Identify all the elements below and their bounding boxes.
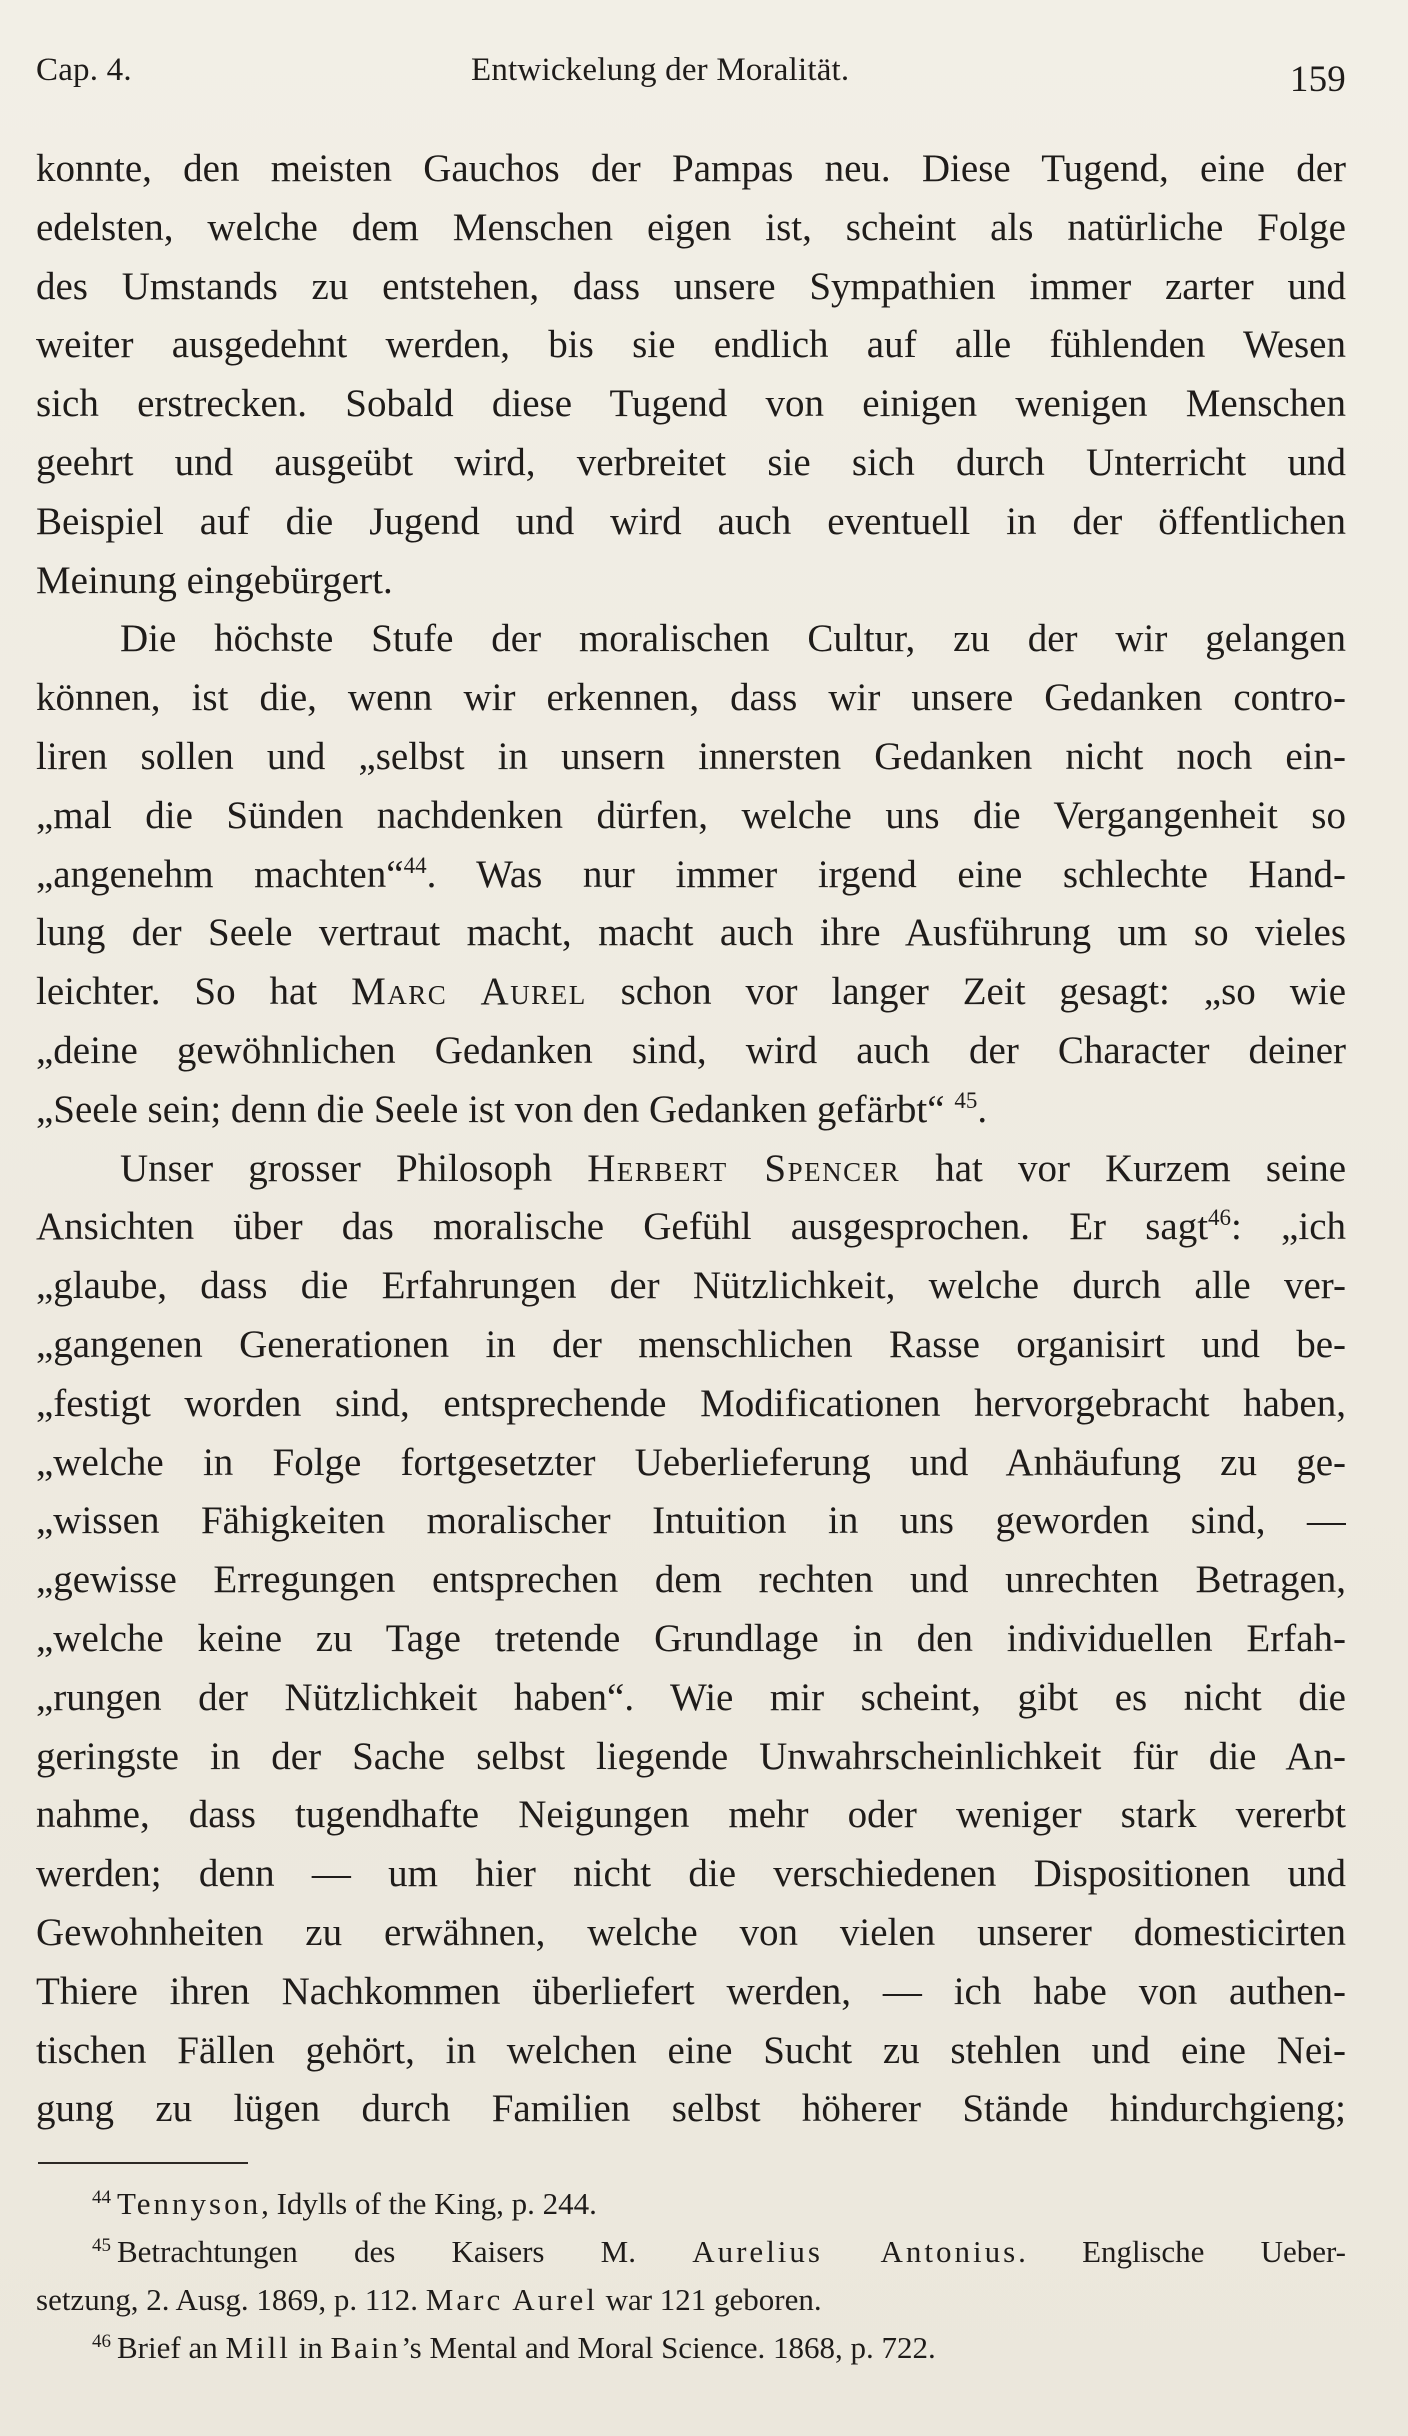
footnote-ref-44: 44 (403, 852, 427, 878)
text-line: Gewohnheiten zu erwähnen, welche von vielen unserer domesticirten (36, 1910, 1346, 1954)
text-line: „welche in Folge fortgesetzter Ueberlieferung und Anhäufung zu ge- (36, 1440, 1346, 1484)
text-line: geehrt und ausgeübt wird, verbreitet sie sich durch Unterricht und (36, 440, 1346, 484)
footnote-text: . Englische Ueber- (1018, 2234, 1346, 2269)
running-header (36, 52, 1346, 102)
footnote-text: ’s Mental and Moral Science. 1868, p. 722. (401, 2330, 936, 2365)
footnote-text: , Idylls of the King, p. 244. (261, 2186, 597, 2221)
text-line (36, 1081, 1346, 1140)
footnote-44 (36, 2180, 1346, 2228)
author-name: Herbert Spencer (587, 1146, 901, 1190)
footnote-ref-45: 45 (954, 1087, 978, 1113)
text-line: edelsten, welche dem Menschen eigen ist, scheint als natürliche Folge (36, 205, 1346, 249)
footnote-45-continued (36, 2276, 1346, 2324)
text-segment: schon vor langer Zeit gesagt: „so wie (620, 970, 1346, 1014)
text-line: „welche keine zu Tage tretende Grundlage in den individuellen Erfah- (36, 1616, 1346, 1660)
footnote-number: 44 (92, 2186, 111, 2208)
text-segment: . (977, 1087, 988, 1131)
text-line: „rungen der Nützlichkeit haben“. Wie mir scheint, gibt es nicht die (36, 1675, 1346, 1719)
text-line: werden; denn — um hier nicht die verschiedenen Dispositionen und (36, 1852, 1346, 1896)
text-line (36, 963, 1346, 1022)
author-name: Tennyson (117, 2186, 262, 2221)
page-number: 159 (1289, 59, 1346, 100)
paragraph-start-line: Die höchste Stufe der moralischen Cultur, zu der wir gelangen (120, 617, 1346, 661)
text-segment: Unser grosser Philosoph (120, 1146, 553, 1190)
text-line: lung der Seele vertraut macht, macht auch ihre Ausführung um so vieles (36, 911, 1346, 955)
footnote-45 (36, 2228, 1346, 2276)
text-segment: : „ich (1231, 1205, 1346, 1249)
text-line (36, 846, 1346, 905)
author-name: Aurelius Antonius (692, 2234, 1019, 2269)
body-text (36, 140, 1346, 2139)
chapter-label: Cap. 4. (36, 52, 132, 88)
quote-text: „Seele sein; denn die Seele ist von den Gedanken gefärbt“ (36, 1087, 945, 1131)
text-segment: hat vor Kurzem seine (935, 1146, 1346, 1190)
footnote-number: 46 (92, 2330, 111, 2352)
text-line: gung zu lügen durch Familien selbst höherer Stände hindurchgieng; (36, 2087, 1346, 2131)
text-segment: Ansichten über das moralische Gefühl ausgesprochen. Er sagt (36, 1205, 1209, 1249)
footnotes (36, 2180, 1346, 2372)
text-line: „deine gewöhnlichen Gedanken sind, wird auch der Character deiner (36, 1028, 1346, 1072)
author-name: Marc Aurel (425, 2282, 598, 2317)
text-line: „wissen Fähigkeiten moralischer Intuition in uns geworden sind, — (36, 1499, 1346, 1543)
footnote-text: war 121 geboren. (605, 2282, 822, 2317)
text-line: konnte, den meisten Gauchos der Pampas neu. Diese Tugend, eine der (36, 147, 1346, 190)
text-line: Thiere ihren Nachkommen überliefert werden, — ich habe von authen- (36, 1969, 1346, 2013)
text-line: „gewisse Erregungen entsprechen dem rechten und unrechten Betragen, (36, 1558, 1346, 1602)
text-line: des Umstands zu entstehen, dass unsere Sympathien immer zarter und (36, 264, 1346, 308)
text-line (36, 1198, 1346, 1257)
text-line: Beispiel auf die Jugend und wird auch eventuell in der öffentlichen (36, 499, 1346, 543)
text-line: „glaube, dass die Erfahrungen der Nützlichkeit, welche durch alle ver- (36, 1264, 1346, 1308)
text-line: „festigt worden sind, entsprechende Modificationen hervorgebracht haben, (36, 1381, 1346, 1425)
author-name: Bain (330, 2330, 402, 2365)
text-line: „mal die Sünden nachdenken dürfen, welche uns die Vergangenheit so (36, 793, 1346, 837)
text-line: Meinung eingebürgert. (36, 558, 393, 602)
author-name: Marc Aurel (351, 970, 587, 1014)
text-line: weiter ausgedehnt werden, bis sie endlich auf alle fühlenden Wesen (36, 323, 1346, 367)
author-name: Mill (225, 2330, 291, 2365)
footnote-separator (38, 2162, 248, 2164)
text-line: geringste in der Sache selbst liegende Unwahrscheinlichkeit für die An- (36, 1734, 1346, 1778)
footnote-number: 45 (92, 2234, 111, 2256)
footnote-text: Brief an (117, 2330, 218, 2365)
footnote-text: setzung, 2. Ausg. 1869, p. 112. (36, 2282, 419, 2317)
footnote-text: Betrachtungen des Kaisers M. (117, 2234, 636, 2269)
text-line: liren sollen und „selbst in unsern innersten Gedanken nicht noch ein- (36, 734, 1346, 778)
text-segment: . Was nur immer irgend eine schlechte Hand- (426, 852, 1346, 896)
footnote-46 (36, 2324, 1346, 2372)
running-title: Entwickelung der Moralität. (471, 52, 850, 88)
text-line: „gangenen Generationen in der menschlichen Rasse organisirt und be- (36, 1322, 1346, 1366)
quote-text: „angenehm machten“ (36, 852, 404, 896)
text-line: tischen Fällen gehört, in welchen eine Sucht zu stehlen und eine Nei- (36, 2028, 1346, 2072)
footnote-ref-46: 46 (1208, 1205, 1232, 1231)
text-line: nahme, dass tugendhafte Neigungen mehr oder weniger stark vererbt (36, 1793, 1346, 1837)
text-line: können, ist die, wenn wir erkennen, dass wir unsere Gedanken contro- (36, 676, 1346, 720)
text-segment: leichter. So hat (36, 970, 318, 1014)
paragraph-start-line (36, 1140, 1346, 1199)
text-line: sich erstrecken. Sobald diese Tugend von einigen wenigen Menschen (36, 382, 1346, 426)
footnote-text: in (298, 2330, 323, 2365)
